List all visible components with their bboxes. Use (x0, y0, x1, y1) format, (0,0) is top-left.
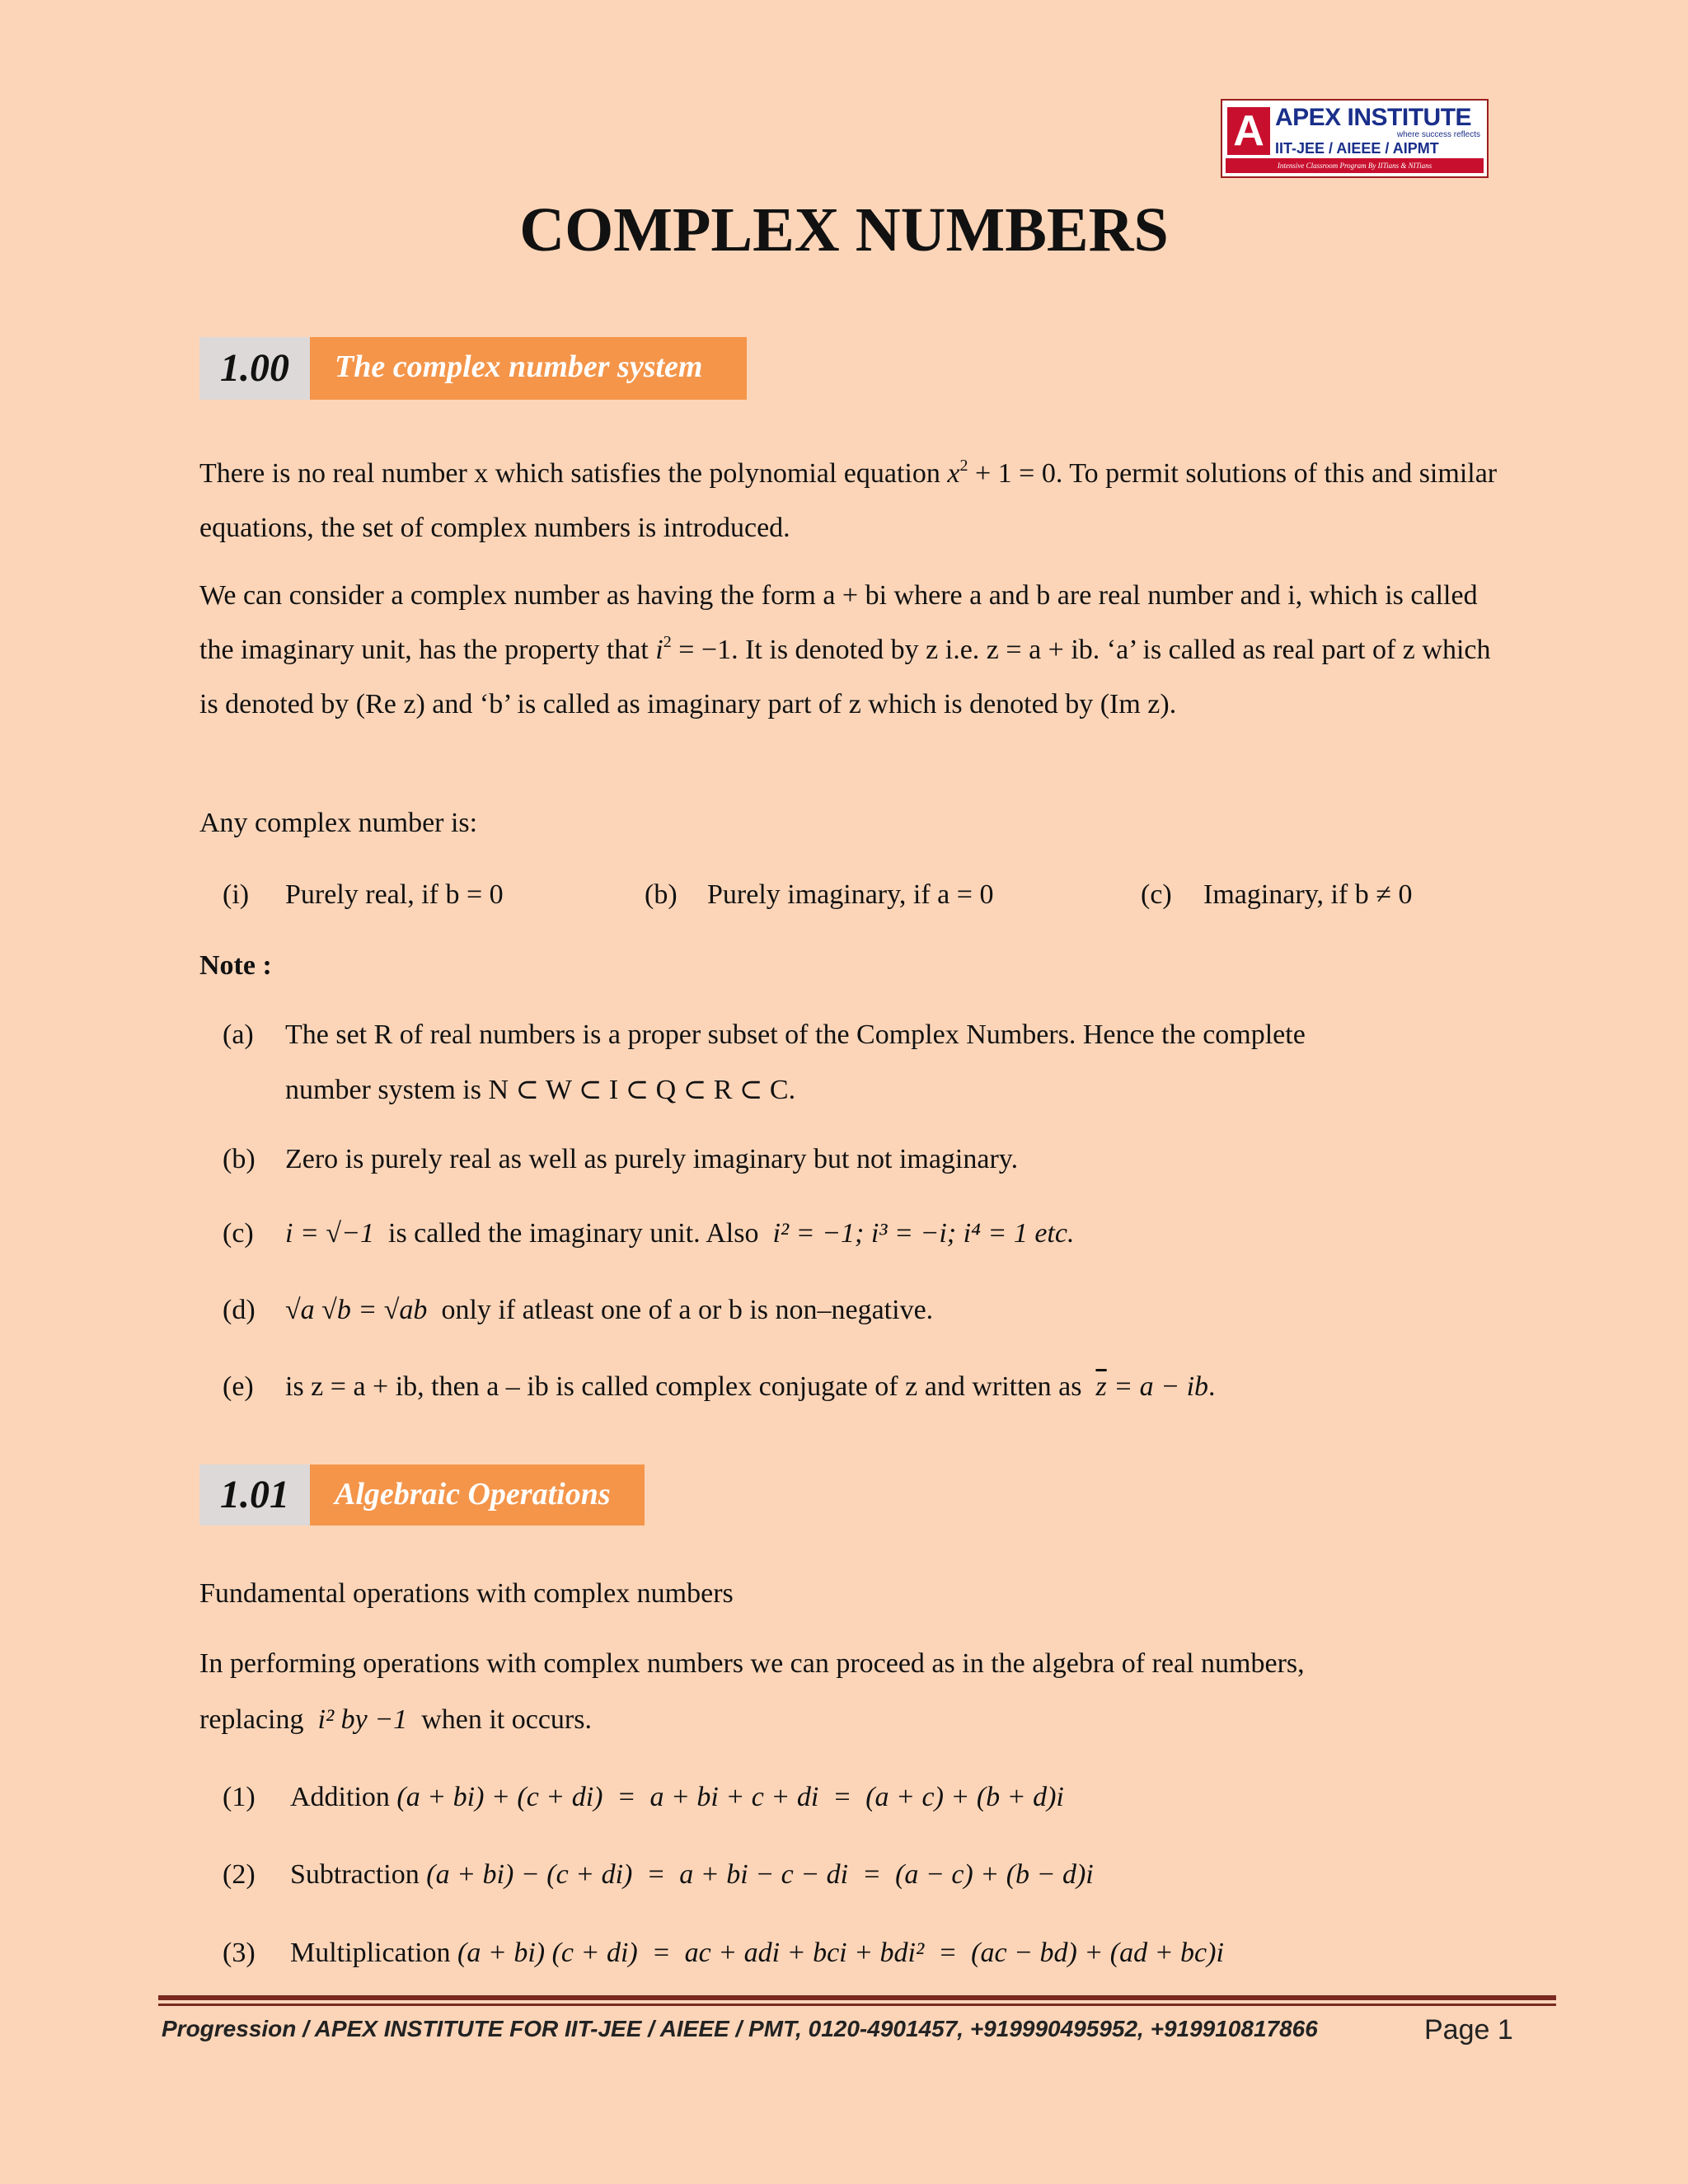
note-d-text: √a √b = √ab only if atleast one of a or b is non–negative. (285, 1295, 934, 1325)
note-c-text: i = √−1 is called the imaginary unit. Also i² = −1; i³ = −i; i⁴ = 1 etc. (285, 1218, 1075, 1249)
paragraph-definition: We can consider a complex number as having the form a + bi where a and b are real number and i, which is called the imaginary unit, has the property that $i^2 = -1$. It is denoted by z i.e. z = a + ib. ‘a’ is called as real part of z which is denoted by (Re z) and ‘b’ is called as imaginary part of z which is denoted by (Im z). (199, 580, 1491, 719)
op-label-3: (3) (223, 1938, 256, 1968)
type-label-i: (i) (223, 879, 250, 910)
footer-text: Progression / APEX INSTITUTE FOR IIT-JEE / AIEEE / PMT, 0120-4901457, +919990495952, +919910817866 (162, 2016, 1318, 2041)
type-label-c: (c) (1141, 879, 1172, 910)
op-subtraction: Subtraction (a + bi) − (c + di) = a + bi − c − di = (a − c) + (b − d)i (290, 1859, 1094, 1890)
section-number-2: 1.01 (199, 1465, 310, 1526)
institute-logo (1221, 99, 1489, 178)
note-heading: Note : (199, 950, 272, 981)
type-purely-real: Purely real, if b = 0 (285, 879, 504, 910)
footer-rule (158, 1995, 1556, 2000)
section-heading-2: Algebraic Operations (310, 1465, 645, 1526)
op-label-1: (1) (223, 1782, 256, 1812)
logo-tagline: where success reflects (1396, 130, 1480, 139)
any-complex-label: Any complex number is: (199, 808, 478, 838)
logo-letter: A (1227, 107, 1270, 155)
operations-intro-line2: replacing i² by −1 when it occurs. (199, 1704, 592, 1735)
op-addition: Addition (a + bi) + (c + di) = a + bi + c + di = (a + c) + (b + d)i (290, 1782, 1064, 1812)
note-e-label: (e) (223, 1371, 254, 1402)
type-label-b: (b) (645, 879, 678, 910)
type-imaginary: Imaginary, if b ≠ 0 (1203, 879, 1413, 910)
op-label-2: (2) (223, 1859, 256, 1890)
fundamental-operations: Fundamental operations with complex numbers (199, 1578, 734, 1609)
op-multiplication: Multiplication (a + bi) (c + di) = ac + adi + bci + bdi² = (ac − bd) + (ad + bc)i (290, 1938, 1224, 1968)
page-number: Page 1 (1424, 2014, 1513, 2046)
logo-name: APEX INSTITUTE (1275, 104, 1472, 131)
paragraph-intro: There is no real number x which satisfies the polynomial equation $x^2 + 1 = 0$. To permit solutions of this and similar equations, the set of complex numbers is introduced. (199, 457, 1498, 543)
note-a-line1: The set R of real numbers is a proper subset of the Complex Numbers. Hence the complete (285, 1019, 1306, 1050)
note-b-label: (b) (223, 1144, 256, 1174)
note-a-line2: number system is N ⊂ W ⊂ I ⊂ Q ⊂ R ⊂ C. (285, 1075, 796, 1105)
type-purely-imaginary: Purely imaginary, if a = 0 (707, 879, 994, 910)
operations-intro-line1: In performing operations with complex numbers we can proceed as in the algebra of real numbers, (199, 1648, 1305, 1679)
note-b-text: Zero is purely real as well as purely imaginary but not imaginary. (285, 1144, 1019, 1174)
note-e-text: is z = a + ib, then a – ib is called complex conjugate of z and written as $\overline{z} = a$ − ib. (285, 1371, 1216, 1402)
note-d-label: (d) (223, 1295, 256, 1325)
footer-rule-thin (158, 2004, 1556, 2006)
note-c-label: (c) (223, 1218, 254, 1249)
section-heading: The complex number system (310, 337, 747, 400)
logo-banner: Intensive Classroom Program By IITians & NITians (1226, 158, 1484, 173)
section-number: 1.00 (199, 337, 310, 400)
logo-exams: IIT-JEE / AIEEE / AIPMT (1275, 140, 1439, 157)
note-a-label: (a) (223, 1019, 254, 1050)
page-title: COMPLEX NUMBERS (519, 195, 1169, 265)
